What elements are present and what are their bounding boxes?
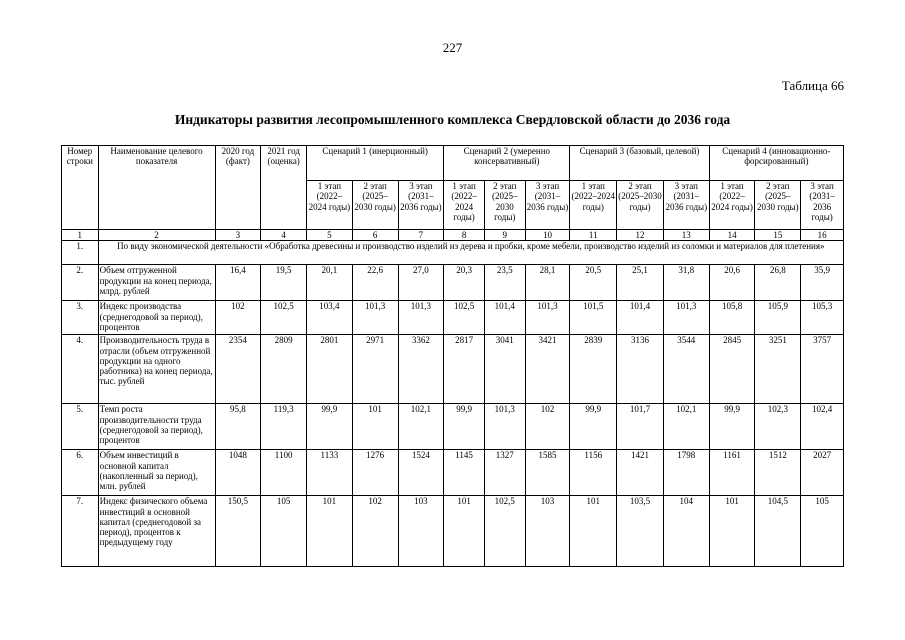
value-cell: 2809 (261, 335, 307, 404)
column-number: 14 (709, 230, 755, 241)
value-cell: 102 (525, 404, 570, 450)
value-cell: 3362 (398, 335, 444, 404)
value-cell: 2817 (444, 335, 485, 404)
section-title: По виду экономической деятельности «Обработка древесины и производство изделий из дерева и пробки, кроме мебели, производство изделий из соломки и материалов для плетения» (98, 241, 843, 265)
value-cell: 1512 (755, 450, 801, 496)
value-cell: 104,5 (755, 496, 801, 567)
value-cell: 3421 (525, 335, 570, 404)
value-cell: 2801 (307, 335, 353, 404)
value-cell: 105,9 (755, 301, 801, 335)
table-label: Таблица 66 (781, 78, 844, 93)
table-row (62, 265, 844, 301)
column-number: 1 (62, 230, 99, 241)
value-cell: 28,1 (525, 265, 570, 301)
value-cell: 102,1 (398, 404, 444, 450)
row-number: 6. (62, 450, 99, 496)
header-indicator-name: Наименование целевого показателя (98, 146, 215, 230)
value-cell: 2027 (801, 450, 844, 496)
value-cell: 1156 (570, 450, 617, 496)
header-stage: 2 этап (2025–2030 годы) (484, 181, 525, 230)
column-number: 10 (525, 230, 570, 241)
value-cell: 20,1 (307, 265, 353, 301)
value-cell: 103,5 (617, 496, 664, 567)
header-stage: 3 этап (2031–2036 годы) (525, 181, 570, 230)
table-row (62, 301, 844, 335)
value-cell: 99,9 (307, 404, 353, 450)
header-2021: 2021 год (оценка) (261, 146, 307, 230)
section-row (62, 241, 844, 265)
indicator-name: Производительность труда в отрасли (объем отгруженной продукции на одного работника) на конец периода, тыс. рублей (98, 335, 215, 404)
indicator-name: Индекс физического объема инвестиций в основной капитал (среднегодовой за период), процентов к предыдущему году (98, 496, 215, 567)
value-cell: 105 (261, 496, 307, 567)
header-stage: 1 этап (2022–2024 годы) (444, 181, 485, 230)
value-cell: 2839 (570, 335, 617, 404)
value-cell: 119,3 (261, 404, 307, 450)
value-cell: 1133 (307, 450, 353, 496)
value-cell: 16,4 (215, 265, 261, 301)
indicator-name: Объем отгруженной продукции на конец периода, млрд. рублей (98, 265, 215, 301)
value-cell: 101 (352, 404, 398, 450)
value-cell: 102,5 (261, 301, 307, 335)
header-stage: 1 этап (2022–2024 годы) (570, 181, 617, 230)
header-scenario-3: Сценарий 3 (базовый, целевой) (570, 146, 709, 181)
header-stage: 2 этап (2025–2030 годы) (617, 181, 664, 230)
table-row (62, 335, 844, 404)
column-number: 13 (663, 230, 709, 241)
value-cell: 2354 (215, 335, 261, 404)
value-cell: 1421 (617, 450, 664, 496)
column-number: 8 (444, 230, 485, 241)
table-row (62, 496, 844, 567)
value-cell: 101,4 (617, 301, 664, 335)
indicator-name: Темп роста производительности труда (среднегодовой за период), процентов (98, 404, 215, 450)
value-cell: 1161 (709, 450, 755, 496)
column-number: 5 (307, 230, 353, 241)
value-cell: 1798 (663, 450, 709, 496)
column-number: 2 (98, 230, 215, 241)
row-number: 2. (62, 265, 99, 301)
value-cell: 2845 (709, 335, 755, 404)
value-cell: 1585 (525, 450, 570, 496)
indicator-name: Объем инвестиций в основной капитал (накопленный за период), млн. рублей (98, 450, 215, 496)
value-cell: 1524 (398, 450, 444, 496)
value-cell: 102,3 (755, 404, 801, 450)
column-number: 16 (801, 230, 844, 241)
value-cell: 103 (398, 496, 444, 567)
value-cell: 102,5 (444, 301, 485, 335)
header-scenario-1: Сценарий 1 (инерционный) (307, 146, 444, 181)
header-row-number: Номер строки (62, 146, 99, 230)
row-number: 7. (62, 496, 99, 567)
value-cell: 3136 (617, 335, 664, 404)
value-cell: 104 (663, 496, 709, 567)
column-number: 4 (261, 230, 307, 241)
value-cell: 23,5 (484, 265, 525, 301)
column-number: 9 (484, 230, 525, 241)
column-number: 7 (398, 230, 444, 241)
value-cell: 99,9 (709, 404, 755, 450)
value-cell: 102,1 (663, 404, 709, 450)
value-cell: 101 (307, 496, 353, 567)
value-cell: 25,1 (617, 265, 664, 301)
value-cell: 26,8 (755, 265, 801, 301)
value-cell: 101,3 (352, 301, 398, 335)
row-number: 4. (62, 335, 99, 404)
value-cell: 95,8 (215, 404, 261, 450)
value-cell: 22,6 (352, 265, 398, 301)
value-cell: 101,3 (663, 301, 709, 335)
value-cell: 150,5 (215, 496, 261, 567)
value-cell: 101,3 (398, 301, 444, 335)
indicator-name: Индекс производства (среднегодовой за период), процентов (98, 301, 215, 335)
value-cell: 101,3 (525, 301, 570, 335)
value-cell: 101,4 (484, 301, 525, 335)
row-number: 5. (62, 404, 99, 450)
value-cell: 3544 (663, 335, 709, 404)
value-cell: 101,3 (484, 404, 525, 450)
value-cell: 99,9 (570, 404, 617, 450)
value-cell: 19,5 (261, 265, 307, 301)
value-cell: 102 (215, 301, 261, 335)
value-cell: 1327 (484, 450, 525, 496)
header-stage: 1 этап (2022–2024 годы) (709, 181, 755, 230)
column-number: 15 (755, 230, 801, 241)
header-stage: 3 этап (2031–2036 годы) (398, 181, 444, 230)
header-2020: 2020 год (факт) (215, 146, 261, 230)
header-stage: 1 этап (2022–2024 годы) (307, 181, 353, 230)
document-title: Индикаторы развития лесопромышленного комплекса Свердловской области до 2036 года (174, 112, 731, 127)
value-cell: 1145 (444, 450, 485, 496)
value-cell: 3251 (755, 335, 801, 404)
value-cell: 105 (801, 496, 844, 567)
value-cell: 105,8 (709, 301, 755, 335)
value-cell: 103 (525, 496, 570, 567)
value-cell: 105,3 (801, 301, 844, 335)
value-cell: 102,4 (801, 404, 844, 450)
value-cell: 99,9 (444, 404, 485, 450)
indicators-table (61, 145, 844, 567)
value-cell: 1048 (215, 450, 261, 496)
value-cell: 103,4 (307, 301, 353, 335)
value-cell: 31,8 (663, 265, 709, 301)
value-cell: 35,9 (801, 265, 844, 301)
column-number-row (62, 230, 844, 241)
row-number: 3. (62, 301, 99, 335)
value-cell: 2971 (352, 335, 398, 404)
value-cell: 20,5 (570, 265, 617, 301)
value-cell: 3041 (484, 335, 525, 404)
header-scenario-4: Сценарий 4 (инновационно-форсированный) (709, 146, 843, 181)
header-scenario-2: Сценарий 2 (умеренно консервативный) (444, 146, 570, 181)
value-cell: 20,6 (709, 265, 755, 301)
table-row (62, 450, 844, 496)
column-number: 6 (352, 230, 398, 241)
column-number: 12 (617, 230, 664, 241)
value-cell: 1276 (352, 450, 398, 496)
value-cell: 102 (352, 496, 398, 567)
value-cell: 101,5 (570, 301, 617, 335)
table-row (62, 404, 844, 450)
value-cell: 27,0 (398, 265, 444, 301)
value-cell: 3757 (801, 335, 844, 404)
row-number: 1. (62, 241, 99, 265)
value-cell: 1100 (261, 450, 307, 496)
header-stage: 2 этап (2025–2030 годы) (755, 181, 801, 230)
value-cell: 101 (570, 496, 617, 567)
header-stage: 2 этап (2025–2030 годы) (352, 181, 398, 230)
value-cell: 101 (709, 496, 755, 567)
value-cell: 20,3 (444, 265, 485, 301)
column-number: 3 (215, 230, 261, 241)
value-cell: 102,5 (484, 496, 525, 567)
header-stage: 3 этап (2031–2036 годы) (801, 181, 844, 230)
column-number: 11 (570, 230, 617, 241)
header-row (62, 146, 844, 181)
header-stage: 3 этап (2031–2036 годы) (663, 181, 709, 230)
page-number: 227 (442, 40, 463, 55)
value-cell: 101,7 (617, 404, 664, 450)
value-cell: 101 (444, 496, 485, 567)
